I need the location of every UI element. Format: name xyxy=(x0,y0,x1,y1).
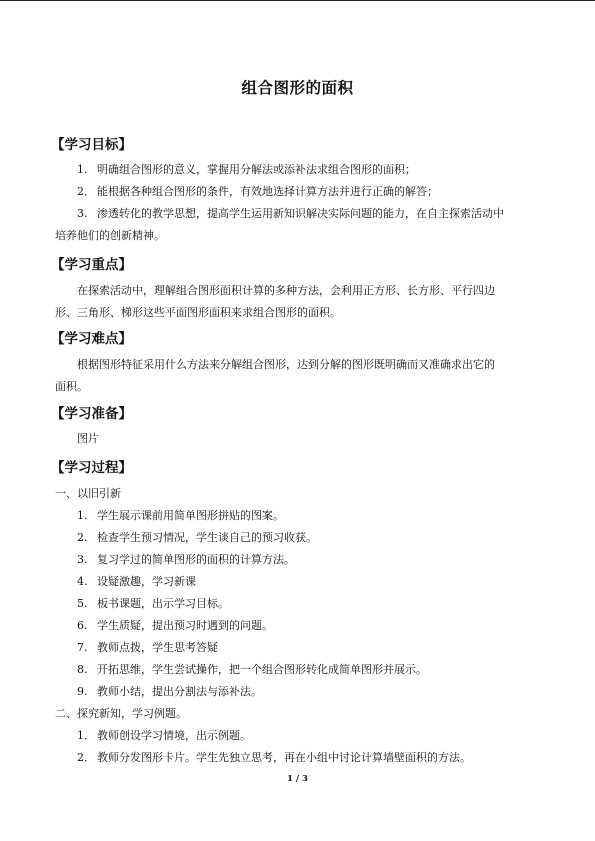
list-number: 3. xyxy=(77,553,88,566)
section-heading-focus: 【学习重点】 xyxy=(51,257,132,273)
process-part1-item-1 xyxy=(77,509,284,523)
list-text: 教师创设学习情境，出示例题。 xyxy=(97,729,251,742)
focus-line-2: 形、三角形、梯形这些平面图形面积来求组合图形的面积。 xyxy=(55,306,341,319)
process-part1-item-5 xyxy=(77,597,229,611)
goal-item-1 xyxy=(77,163,416,177)
process-part2-item-1 xyxy=(77,729,251,743)
section-heading-preparation: 【学习准备】 xyxy=(51,406,132,422)
list-text: 检查学生预习情况，学生谈自己的预习收获。 xyxy=(97,531,317,544)
list-number: 5. xyxy=(77,597,88,610)
focus-line-1: 在探索活动中，理解组合图形面积计算的多种方法，会利用正方形、长方形、平行四边 xyxy=(77,284,495,297)
list-number: 1. xyxy=(77,509,88,522)
process-part1-item-9 xyxy=(77,685,262,699)
list-number: 2. xyxy=(77,531,88,544)
list-text: 教师点拨，学生思考答疑 xyxy=(97,641,218,654)
difficulty-line-2: 面积。 xyxy=(55,380,88,393)
process-part1-item-4 xyxy=(77,575,196,589)
list-number: 4. xyxy=(77,575,88,588)
list-text: 学生展示课前用简单图形拼贴的图案。 xyxy=(97,509,284,522)
goal-item-3 xyxy=(77,207,504,221)
goal-item-3-continuation: 培养他们的创新精神。 xyxy=(55,229,165,242)
process-part1-item-7 xyxy=(77,641,218,655)
list-text: 学生质疑，提出预习时遇到的问题。 xyxy=(97,619,273,632)
list-text: 渗透转化的教学思想，提高学生运用新知识解决实际问题的能力，在自主探索活动中 xyxy=(97,207,504,220)
process-part2-title: 二、探究新知，学习例题。 xyxy=(55,707,187,720)
process-part1-title: 一、以旧引新 xyxy=(55,487,121,500)
list-number: 1. xyxy=(77,163,88,176)
page-number: 1 / 3 xyxy=(287,774,308,784)
list-number: 8. xyxy=(77,663,88,676)
section-heading-process: 【学习过程】 xyxy=(51,460,132,476)
list-number: 3. xyxy=(77,207,88,220)
process-part1-item-3 xyxy=(77,553,295,567)
process-part2-item-2 xyxy=(77,751,471,765)
list-text: 开拓思维，学生尝试操作，把一个组合图形转化成简单图形并展示。 xyxy=(97,663,427,676)
page-title: 组合图形的面积 xyxy=(241,79,354,97)
process-part1-item-2 xyxy=(77,531,317,545)
list-number: 6. xyxy=(77,619,88,632)
list-text: 教师小结，提出分割法与添补法。 xyxy=(97,685,262,698)
list-text: 板书课题，出示学习目标。 xyxy=(97,597,229,610)
goal-item-2 xyxy=(77,185,438,199)
list-text: 教师分发图形卡片。学生先独立思考，再在小组中讨论计算墙壁面积的方法。 xyxy=(97,751,471,764)
list-text: 设疑激趣，学习新课 xyxy=(97,575,196,588)
process-part1-item-6 xyxy=(77,619,273,633)
list-text: 能根据各种组合图形的条件，有效地选择计算方法并进行正确的解答； xyxy=(97,185,438,198)
process-part1-item-8 xyxy=(77,663,427,677)
list-number: 9. xyxy=(77,685,88,698)
list-text: 复习学过的简单图形的面积的计算方法。 xyxy=(97,553,295,566)
difficulty-line-1: 根据图形特征采用什么方法来分解组合图形，达到分解的图形既明确而又准确求出它的 xyxy=(77,358,495,371)
preparation-text: 图片 xyxy=(77,432,99,445)
section-heading-difficulty: 【学习难点】 xyxy=(51,331,132,347)
list-number: 7. xyxy=(77,641,88,654)
section-heading-goals: 【学习目标】 xyxy=(51,137,132,153)
list-number: 2． xyxy=(77,185,95,198)
list-text: 明确组合图形的意义，掌握用分解法或添补法求组合图形的面积； xyxy=(97,163,416,176)
list-number: 2． xyxy=(77,751,95,764)
list-number: 1． xyxy=(77,729,95,742)
